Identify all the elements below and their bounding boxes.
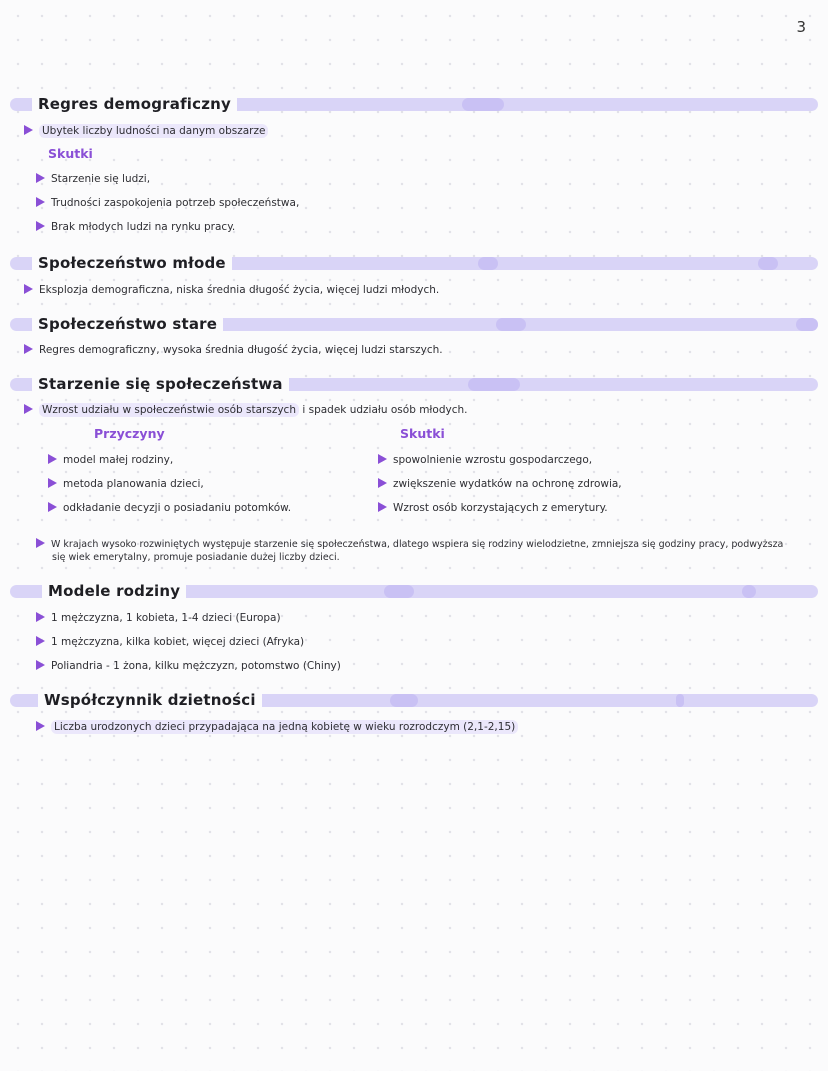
skutek-item: Wzrost osób korzystających z emerytury. — [378, 501, 608, 515]
bullet-icon — [48, 454, 57, 464]
skutek-item: zwiększenie wydatków na ochronę zdrowia, — [378, 477, 622, 491]
model-item: Poliandria - 1 żona, kilku mężczyzn, potomstwo (Chiny) — [36, 659, 341, 673]
skutek-item: spowolnienie wzrostu gospodarczego, — [378, 453, 592, 467]
bullet-icon — [378, 454, 387, 464]
przyczyna-item: odkładanie decyzji o posiadaniu potomków. — [48, 501, 291, 515]
definition-highlight: Wzrost udziału w społeczeństwie osób starszych — [39, 403, 299, 417]
bullet-icon — [24, 125, 33, 135]
bullet-icon — [36, 197, 45, 207]
bullet-icon — [24, 284, 33, 294]
bullet-icon — [36, 173, 45, 183]
section-title-modele: Modele rodziny — [42, 581, 186, 601]
model-item: 1 mężczyzna, kilka kobiet, więcej dzieci (Afryka) — [36, 635, 304, 649]
bullet-icon — [48, 502, 57, 512]
mlode-text: Eksplozja demograficzna, niska średnia długość życia, więcej ludzi młodych. — [24, 283, 439, 297]
section-title-starzenie: Starzenie się społeczeństwa — [32, 374, 289, 394]
stare-text: Regres demograficzny, wysoka średnia długość życia, więcej ludzi starszych. — [24, 343, 443, 357]
band-highlight — [796, 318, 818, 331]
section-title-mlode: Społeczeństwo młode — [32, 253, 232, 273]
band-highlight — [758, 257, 778, 270]
band-highlight — [390, 694, 418, 707]
bullet-icon — [36, 538, 45, 548]
przyczyna-item: metoda planowania dzieci, — [48, 477, 204, 491]
regres-skutki-label: Skutki — [48, 146, 93, 161]
regres-definition — [24, 124, 268, 138]
bullet-icon — [24, 344, 33, 354]
bullet-icon — [378, 502, 387, 512]
bullet-icon — [36, 721, 45, 731]
bullet-icon — [36, 660, 45, 670]
band-highlight — [676, 694, 684, 707]
model-item: 1 mężczyzna, 1 kobieta, 1-4 dzieci (Europa) — [36, 611, 281, 625]
bullet-icon — [24, 404, 33, 414]
band-highlight — [496, 318, 526, 331]
page-number: 3 — [796, 18, 806, 36]
band-highlight — [462, 98, 504, 111]
list-item: Starzenie się ludzi, — [36, 172, 150, 186]
bullet-icon — [36, 612, 45, 622]
definition-text: Ubytek liczby ludności na danym obszarze — [39, 124, 268, 138]
starzenie-note: W krajach wysoko rozwiniętych występuje starzenie się społeczeństwa, dlatego wspiera się rodziny wielodzietne, zmniejsza się godziny pracy, podwyższa — [36, 538, 783, 552]
starzenie-note-line2: się wiek emerytalny, promuje posiadanie dużej liczby dzieci. — [52, 552, 340, 563]
band-highlight — [478, 257, 498, 270]
dzietnosc-text: Liczba urodzonych dzieci przypadająca na jedną kobietę w wieku rozrodczym (2,1-2,15) — [36, 720, 518, 734]
band-highlight — [468, 378, 520, 391]
section-title-stare: Społeczeństwo stare — [32, 314, 223, 334]
bullet-icon — [48, 478, 57, 488]
definition-rest: i spadek udziału osób młodych. — [302, 404, 468, 416]
section-title-dzietnosc: Współczynnik dzietności — [38, 690, 262, 710]
list-item: Trudności zaspokojenia potrzeb społeczeństwa, — [36, 196, 299, 210]
bullet-icon — [36, 636, 45, 646]
bullet-icon — [378, 478, 387, 488]
band-highlight — [742, 585, 756, 598]
przyczyny-label: Przyczyny — [94, 426, 165, 441]
skutki-label: Skutki — [400, 426, 445, 441]
przyczyna-item: model małej rodziny, — [48, 453, 173, 467]
bullet-icon — [36, 221, 45, 231]
section-title-regres: Regres demograficzny — [32, 94, 237, 114]
band-highlight — [384, 585, 414, 598]
starzenie-definition — [24, 403, 467, 417]
list-item: Brak młodych ludzi na rynku pracy. — [36, 220, 235, 234]
